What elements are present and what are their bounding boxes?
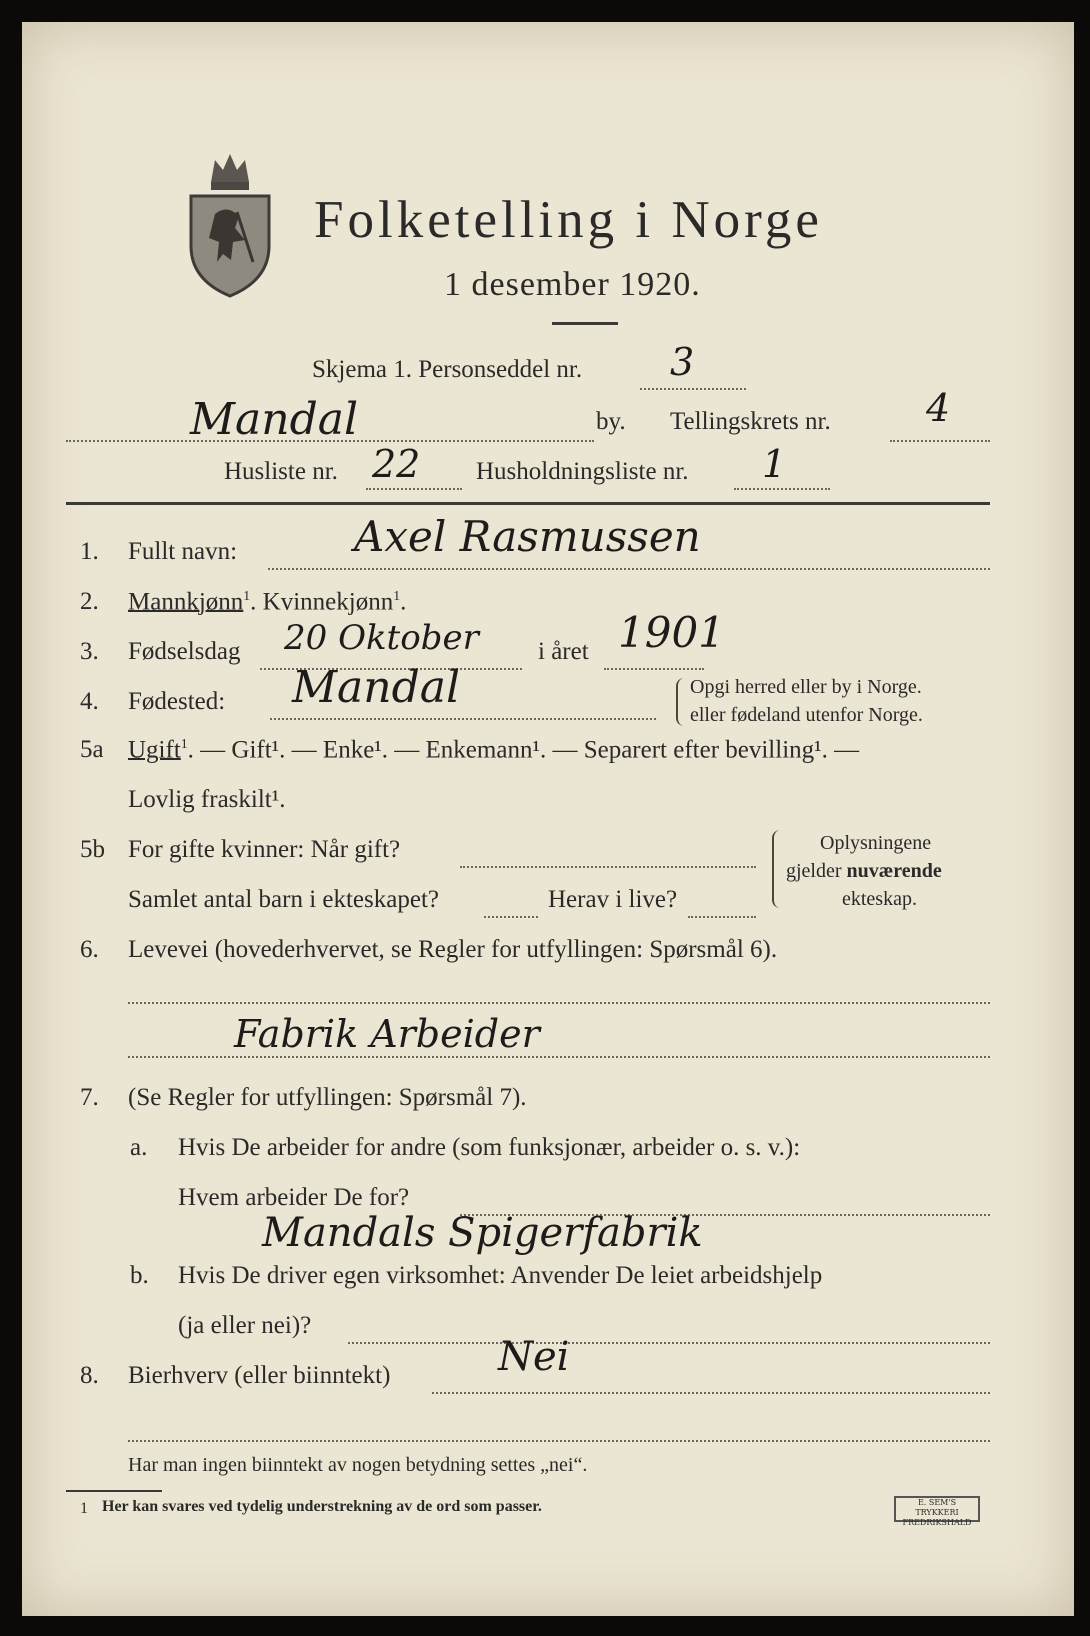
q7a-value: Mandals Spigerfabrik bbox=[262, 1210, 703, 1256]
printer-stamp bbox=[894, 1496, 980, 1527]
q7a-number: a. bbox=[130, 1134, 148, 1161]
q5b-line-3 bbox=[688, 916, 756, 918]
printer-stamp-line-2: FREDRIKSHALD bbox=[902, 1518, 972, 1527]
q3-number: 3. bbox=[80, 638, 99, 665]
q8-number: 8. bbox=[80, 1362, 99, 1389]
q2-male: Mannkjønn bbox=[128, 588, 244, 616]
krets-label: Tellingskrets nr. bbox=[670, 408, 831, 435]
footnote-text: Her kan svares ved tydelig understrekning av de ord som passer. bbox=[102, 1498, 542, 1515]
q2-female: Kvinnekjønn bbox=[262, 588, 394, 616]
q8-line-2 bbox=[128, 1440, 990, 1442]
q3-year: 1901 bbox=[618, 608, 725, 657]
q8-line-1 bbox=[432, 1392, 990, 1394]
q4-number: 4. bbox=[80, 688, 99, 715]
q5b-line-1 bbox=[460, 866, 756, 868]
q8-note: Har man ingen biinntekt av nogen betydning settes „nei“. bbox=[128, 1454, 588, 1476]
husholdning-label: Husholdningsliste nr. bbox=[476, 458, 689, 485]
q4-note-2: eller fødeland utenfor Norge. bbox=[690, 704, 923, 726]
q5b-note-2 bbox=[786, 860, 942, 883]
q2-number: 2. bbox=[80, 588, 99, 615]
q5b-note-2b: nuværende bbox=[846, 860, 942, 882]
q5a-options: Ugift$^1$. — Gift¹. — Enke¹. — Enkemann¹. — Separert efter bevilling¹. — bbox=[128, 736, 860, 764]
krets-value: 4 bbox=[926, 386, 951, 430]
q1-number: 1. bbox=[80, 538, 99, 565]
q5a-line-2: Lovlig fraskilt¹. bbox=[128, 786, 286, 813]
q8-label: Bierhverv (eller biinntekt) bbox=[128, 1362, 391, 1389]
q7a-question: Hvem arbeider De for? bbox=[178, 1184, 410, 1211]
q2-options: Mannkjønn$^1$. Kvinnekjønn$^1$. bbox=[128, 588, 407, 616]
q4-note-1: Opgi herred eller by i Norge. bbox=[690, 676, 922, 698]
q5b-note-2a: gjelder bbox=[786, 860, 847, 882]
q7-label: (Se Regler for utfyllingen: Spørsmål 7). bbox=[128, 1084, 527, 1111]
q7-number: 7. bbox=[80, 1084, 99, 1111]
krets-line bbox=[890, 440, 990, 442]
q3-date: 20 Oktober bbox=[284, 618, 479, 658]
form-title: Folketelling i Norge bbox=[314, 191, 823, 249]
q6-line-1 bbox=[128, 1002, 990, 1004]
q8-value: Nei bbox=[498, 1334, 570, 1380]
q6-number: 6. bbox=[80, 936, 99, 963]
q1-line bbox=[268, 568, 990, 570]
q7b-question: (ja eller nei)? bbox=[178, 1312, 312, 1339]
q5b-number: 5b bbox=[80, 836, 105, 863]
schema-number: 3 bbox=[670, 340, 695, 384]
q4-label: Fødested: bbox=[128, 688, 226, 715]
q5b-label-3: Herav i live? bbox=[548, 886, 678, 913]
form-date: 1 desember 1920. bbox=[444, 266, 701, 303]
q5a-ugift: Ugift bbox=[128, 736, 181, 764]
city-value: Mandal bbox=[190, 394, 359, 445]
header-divider bbox=[66, 502, 990, 505]
husliste-line bbox=[366, 488, 462, 490]
q7b-number: b. bbox=[130, 1262, 149, 1289]
footnote-mark: 1 bbox=[80, 1500, 88, 1517]
q5b-label-2: Samlet antal barn i ekteskapet? bbox=[128, 886, 439, 913]
by-label: by. bbox=[596, 408, 626, 435]
q5b-brace bbox=[772, 830, 782, 908]
q3-year-line bbox=[604, 668, 704, 670]
q5b-note-3: ekteskap. bbox=[842, 888, 917, 910]
q1-label: Fullt navn: bbox=[128, 538, 238, 565]
q3-label: Fødselsdag bbox=[128, 638, 241, 665]
q6-value: Fabrik Arbeider bbox=[234, 1012, 540, 1056]
q4-value: Mandal bbox=[292, 662, 461, 713]
printer-stamp-line-1: E. SEM'S TRYKKERI bbox=[915, 1498, 959, 1517]
footnote-divider bbox=[66, 1490, 162, 1492]
husliste-label: Husliste nr. bbox=[224, 458, 338, 485]
husholdning-value: 1 bbox=[762, 442, 787, 486]
q1-value: Axel Rasmussen bbox=[354, 512, 701, 561]
q5b-label-1: For gifte kvinner: Når gift? bbox=[128, 836, 401, 863]
schema-label: Skjema 1. Personseddel nr. bbox=[312, 356, 583, 383]
census-form bbox=[22, 22, 1074, 1616]
q3-year-label: i året bbox=[538, 638, 589, 665]
q5a-rest: — Gift¹. — Enke¹. — Enkemann¹. — Separert efter bevilling¹. — bbox=[200, 736, 860, 764]
q5b-note-1: Oplysningene bbox=[820, 832, 932, 854]
q5b-line-2 bbox=[484, 916, 538, 918]
schema-line bbox=[640, 388, 746, 390]
husholdning-line bbox=[734, 488, 830, 490]
title-divider bbox=[552, 322, 618, 325]
q7b-text: Hvis De driver egen virksomhet: Anvender De leiet arbeidshjelp bbox=[178, 1262, 823, 1289]
q7b-line bbox=[348, 1342, 990, 1344]
q5a-number: 5a bbox=[80, 736, 104, 763]
q6-label: Levevei (hovederhvervet, se Regler for utfyllingen: Spørsmål 6). bbox=[128, 936, 778, 963]
husliste-value: 22 bbox=[372, 442, 421, 486]
q4-brace bbox=[676, 678, 684, 726]
q4-line bbox=[270, 718, 656, 720]
q6-line-2 bbox=[128, 1056, 990, 1058]
q7a-text: Hvis De arbeider for andre (som funksjonær, arbeider o. s. v.): bbox=[178, 1134, 801, 1161]
norwegian-coat-of-arms-icon bbox=[187, 142, 273, 298]
